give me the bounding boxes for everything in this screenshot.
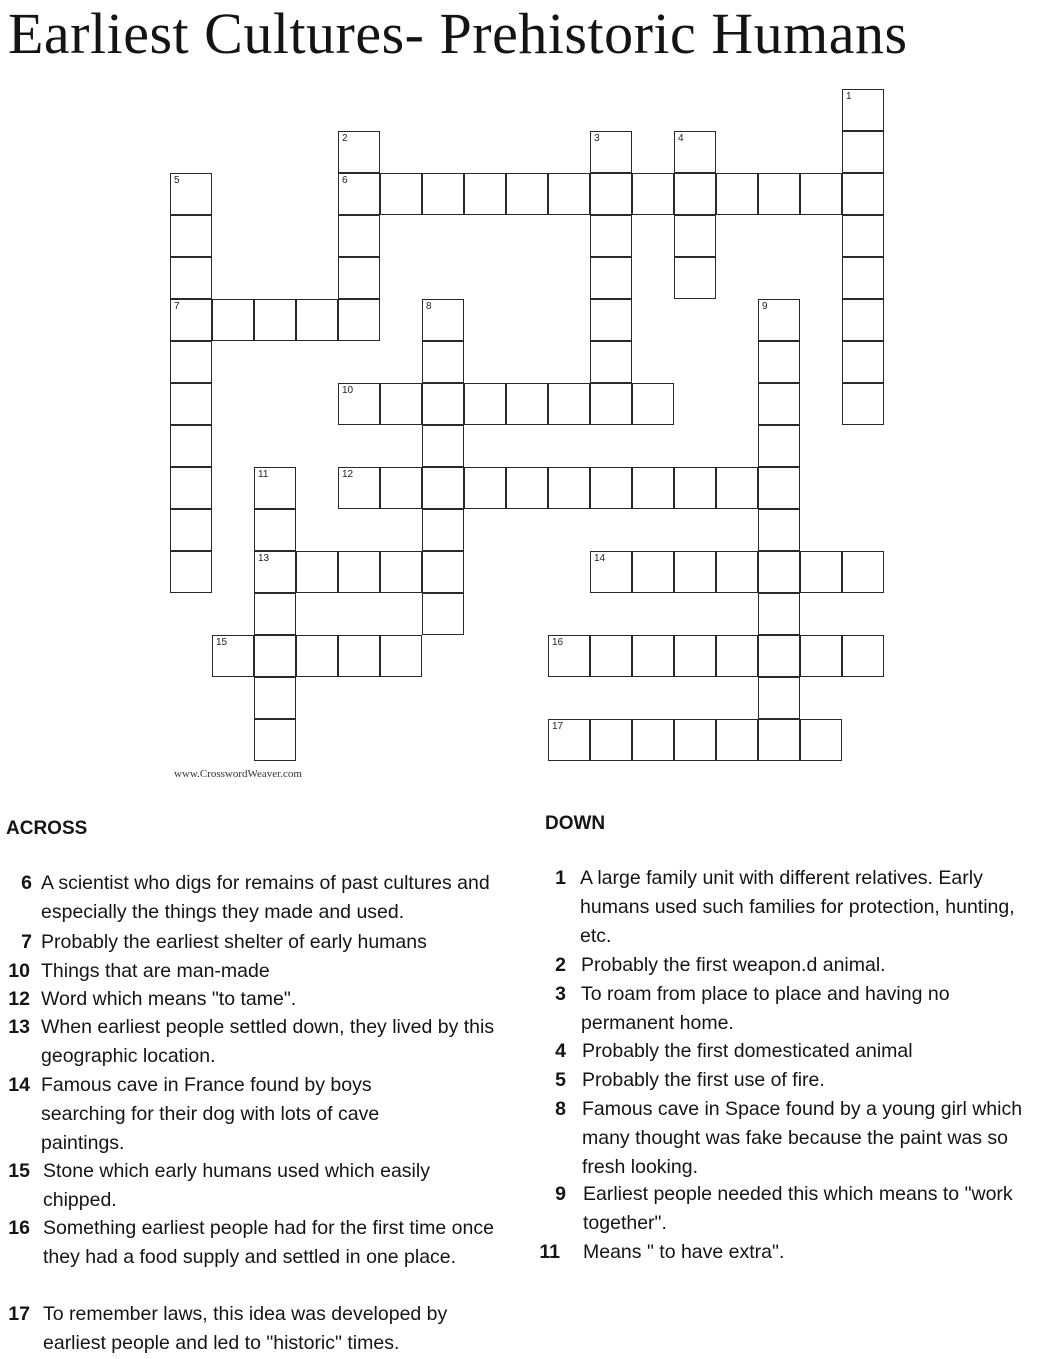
crossword-cell[interactable]	[170, 509, 212, 551]
crossword-cell[interactable]	[674, 635, 716, 677]
crossword-cell[interactable]	[212, 299, 254, 341]
crossword-cell[interactable]	[632, 719, 674, 761]
clue-down-3: 3 To roam from place to place and having no permanent home.	[555, 983, 950, 1034]
cell-number: 13	[258, 553, 270, 564]
crossword-cell[interactable]	[170, 257, 212, 299]
crossword-cell[interactable]	[254, 635, 296, 677]
crossword-cell[interactable]	[590, 215, 632, 257]
crossword-cell[interactable]	[800, 551, 842, 593]
crossword-cell[interactable]	[842, 551, 884, 593]
crossword-cell[interactable]	[590, 383, 632, 425]
crossword-cell[interactable]	[170, 383, 212, 425]
crossword-cell[interactable]	[380, 173, 422, 215]
credit-text: www.CrosswordWeaver.com	[174, 768, 302, 780]
crossword-cell[interactable]	[464, 467, 506, 509]
crossword-cell[interactable]	[590, 173, 632, 215]
crossword-cell[interactable]	[170, 215, 212, 257]
crossword-cell[interactable]	[590, 635, 632, 677]
crossword-cell[interactable]	[422, 383, 464, 425]
crossword-cell[interactable]	[254, 719, 296, 761]
crossword-cell[interactable]	[254, 509, 296, 551]
crossword-cell[interactable]	[548, 173, 590, 215]
crossword-cell[interactable]	[758, 425, 800, 467]
crossword-cell[interactable]	[338, 635, 380, 677]
crossword-cell[interactable]	[338, 257, 380, 299]
crossword-cell[interactable]	[548, 719, 590, 761]
cell-number: 10	[342, 385, 354, 396]
clue-across-12: 12 Word which means "to tame".	[8, 988, 297, 1010]
crossword-cell[interactable]	[590, 467, 632, 509]
crossword-cell[interactable]	[548, 383, 590, 425]
crossword-cell[interactable]	[758, 635, 800, 677]
crossword-cell[interactable]	[212, 635, 254, 677]
crossword-cell[interactable]	[254, 593, 296, 635]
crossword-cell[interactable]	[758, 719, 800, 761]
crossword-cell[interactable]	[296, 551, 338, 593]
crossword-cell[interactable]	[632, 467, 674, 509]
crossword-cell[interactable]	[842, 299, 884, 341]
crossword-cell[interactable]	[296, 299, 338, 341]
cell-number: 1	[846, 91, 852, 102]
clue-down-1: 1 A large family unit with different relatives. Early humans used such families for protection, hunting, etc.	[555, 867, 1015, 947]
crossword-cell[interactable]	[548, 635, 590, 677]
crossword-cell[interactable]	[548, 467, 590, 509]
crossword-cell[interactable]	[674, 215, 716, 257]
cell-number: 2	[342, 133, 348, 144]
crossword-cell[interactable]	[506, 173, 548, 215]
cell-number: 3	[594, 133, 600, 144]
crossword-cell[interactable]	[338, 551, 380, 593]
crossword-cell[interactable]	[842, 635, 884, 677]
crossword-cell[interactable]	[380, 467, 422, 509]
crossword-cell[interactable]	[632, 173, 674, 215]
crossword-cell[interactable]	[842, 173, 884, 215]
clue-across-7: 7 Probably the earliest shelter of early humans	[21, 931, 427, 953]
crossword-cell[interactable]	[338, 299, 380, 341]
crossword-cell[interactable]	[590, 719, 632, 761]
clue-across-13: 13 When earliest people settled down, they lived by this geographic location.	[8, 1016, 495, 1067]
crossword-cell[interactable]	[422, 299, 464, 341]
clue-down-4: 4 Probably the first domesticated animal	[555, 1040, 913, 1062]
crossword-cell[interactable]	[842, 383, 884, 425]
crossword-cell[interactable]	[254, 467, 296, 509]
crossword-cell[interactable]	[464, 383, 506, 425]
crossword-cell[interactable]	[632, 551, 674, 593]
crossword-cell[interactable]	[422, 509, 464, 551]
cell-number: 12	[342, 469, 354, 480]
crossword-cell[interactable]	[170, 551, 212, 593]
crossword-cell[interactable]	[590, 257, 632, 299]
crossword-cell[interactable]	[590, 299, 632, 341]
crossword-cell[interactable]	[758, 509, 800, 551]
crossword-cell[interactable]	[674, 551, 716, 593]
crossword-cell[interactable]	[338, 131, 380, 173]
crossword-cell[interactable]	[842, 89, 884, 131]
crossword-cell[interactable]	[422, 593, 464, 635]
crossword-cell[interactable]	[254, 299, 296, 341]
crossword-cell[interactable]	[338, 215, 380, 257]
clue-across-16: 16 Something earliest people had for the first time once they had a food supply and settled in one place.	[8, 1217, 494, 1268]
crossword-cell[interactable]	[422, 467, 464, 509]
crossword-cell[interactable]	[380, 383, 422, 425]
crossword-cell[interactable]	[254, 551, 296, 593]
clue-across-17: 17 To remember laws, this idea was developed by earliest people and led to "historic" times.	[8, 1303, 448, 1354]
crossword-cell[interactable]	[380, 551, 422, 593]
clue-across-15: 15 Stone which early humans used which easily chipped.	[8, 1160, 430, 1211]
clue-down-9: 9 Earliest people needed this which means to "work together".	[555, 1183, 1013, 1234]
crossword-cell[interactable]	[758, 383, 800, 425]
cell-number: 16	[552, 637, 564, 648]
crossword-cell[interactable]	[380, 635, 422, 677]
crossword-cell[interactable]	[338, 383, 380, 425]
crossword-cell[interactable]	[674, 719, 716, 761]
crossword-cell[interactable]	[716, 173, 758, 215]
crossword-cell[interactable]	[758, 677, 800, 719]
crossword-cell[interactable]	[338, 467, 380, 509]
clue-down-8: 8 Famous cave in Space found by a young girl which many thought was fake because the paint was so fresh looking.	[555, 1098, 1023, 1178]
clue-down-11: 11 Means " to have extra".	[539, 1241, 785, 1263]
clue-across-10: 10 Things that are man-made	[8, 960, 270, 982]
crossword-cell[interactable]	[842, 341, 884, 383]
cell-number: 17	[552, 721, 564, 732]
crossword-cell[interactable]	[422, 173, 464, 215]
cell-number: 5	[174, 175, 180, 186]
crossword-cell[interactable]	[170, 425, 212, 467]
crossword-cell[interactable]	[674, 131, 716, 173]
crossword-cell[interactable]	[842, 131, 884, 173]
clue-across-6: 6 A scientist who digs for remains of past cultures and especially the things they made and used.	[21, 872, 490, 923]
crossword-cell[interactable]	[800, 173, 842, 215]
cell-number: 15	[216, 637, 228, 648]
crossword-cell[interactable]	[758, 173, 800, 215]
cell-number: 9	[762, 301, 768, 312]
clue-across-14: 14 Famous cave in France found by boys searching for their dog with lots of cave paintings.	[8, 1074, 380, 1154]
crossword-cell[interactable]	[170, 299, 212, 341]
crossword-cell[interactable]	[716, 467, 758, 509]
cell-number: 8	[426, 301, 432, 312]
page-title: Earliest Cultures- Prehistoric Humans	[8, 1, 908, 66]
clue-down-2: 2 Probably the first weapon.d animal.	[555, 954, 886, 976]
crossword-cell[interactable]	[800, 719, 842, 761]
cell-number: 4	[678, 133, 684, 144]
crossword-cell[interactable]	[716, 635, 758, 677]
crossword-cell[interactable]	[716, 719, 758, 761]
cell-number: 7	[174, 301, 180, 312]
crossword-cell[interactable]	[758, 341, 800, 383]
cell-number: 11	[258, 469, 269, 480]
crossword-cell[interactable]	[464, 173, 506, 215]
crossword-cell[interactable]	[758, 467, 800, 509]
crossword-cell[interactable]	[758, 299, 800, 341]
crossword-cell[interactable]	[422, 551, 464, 593]
crossword-cell[interactable]	[422, 425, 464, 467]
crossword-cell[interactable]	[632, 635, 674, 677]
crossword-cell[interactable]	[716, 551, 758, 593]
crossword-cell[interactable]	[674, 173, 716, 215]
crossword-cell[interactable]	[506, 467, 548, 509]
crossword-cell[interactable]	[590, 131, 632, 173]
crossword-cell[interactable]	[674, 257, 716, 299]
crossword-cell[interactable]	[674, 467, 716, 509]
crossword-cell[interactable]	[296, 635, 338, 677]
crossword-cell[interactable]	[590, 551, 632, 593]
crossword-cell[interactable]	[758, 551, 800, 593]
crossword-cell[interactable]	[506, 383, 548, 425]
cell-number: 14	[594, 553, 606, 564]
across-heading: ACROSS	[6, 818, 88, 839]
crossword-cell[interactable]	[758, 593, 800, 635]
crossword-cell[interactable]	[842, 257, 884, 299]
clue-down-5: 5 Probably the first use of fire.	[555, 1069, 825, 1091]
crossword-cell[interactable]	[170, 341, 212, 383]
down-heading: DOWN	[545, 813, 606, 834]
crossword-cell[interactable]	[800, 635, 842, 677]
cell-number: 6	[342, 175, 348, 186]
crossword-cell[interactable]	[254, 677, 296, 719]
crossword-cell[interactable]	[338, 173, 380, 215]
crossword-cell[interactable]	[590, 341, 632, 383]
crossword-cell[interactable]	[170, 173, 212, 215]
crossword-cell[interactable]	[632, 383, 674, 425]
crossword-cell[interactable]	[422, 341, 464, 383]
crossword-cell[interactable]	[170, 467, 212, 509]
crossword-cell[interactable]	[842, 215, 884, 257]
